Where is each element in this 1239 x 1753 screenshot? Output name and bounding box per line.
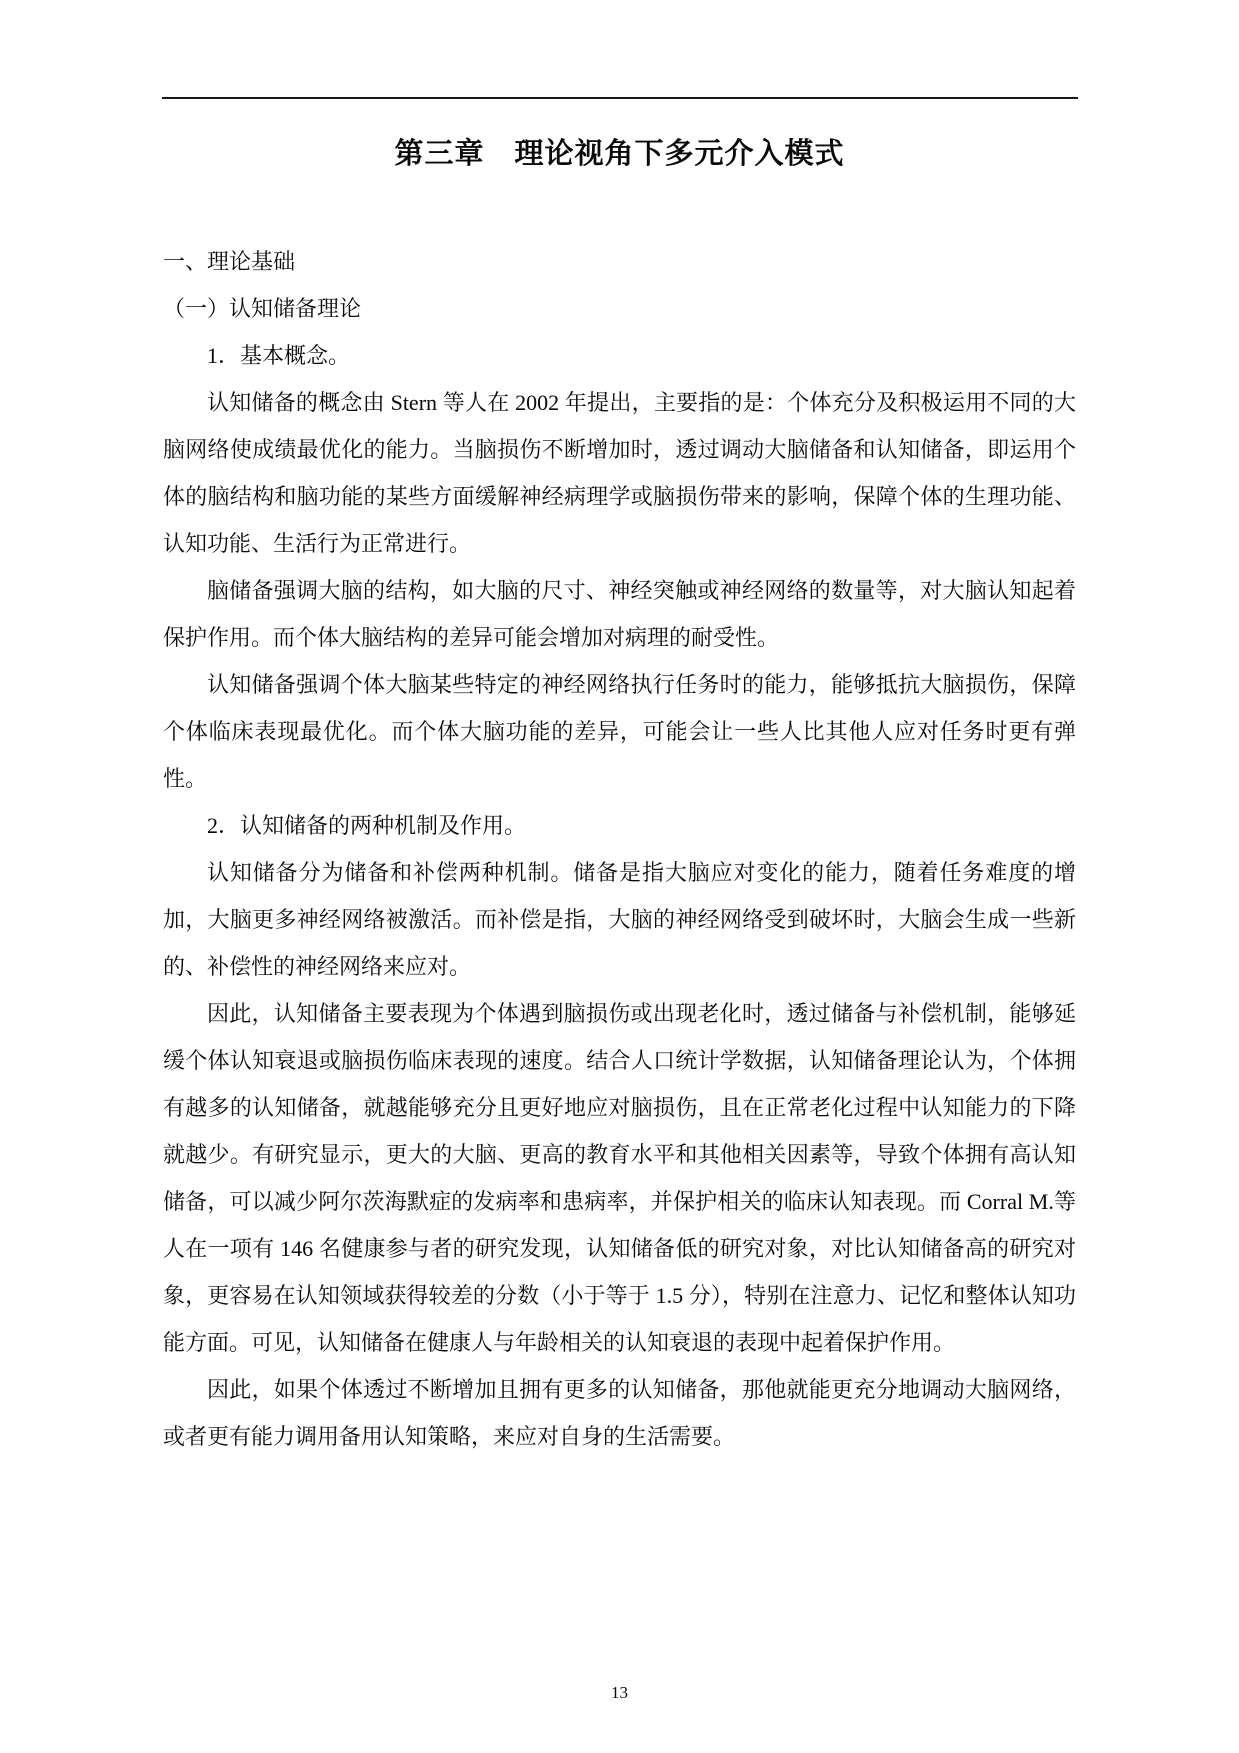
chapter-title: 第三章 理论视角下多元介入模式 [394, 138, 845, 170]
document-body [163, 98, 1076, 1460]
body-paragraph: 因此，如果个体透过不断增加且拥有更多的认知储备，那他就能更充分地调动大脑网络，或者更有能力调用备用认知策略，来应对自身的生活需要。 [163, 1377, 1076, 1449]
body-paragraph: 因此，认知储备主要表现为个体遇到脑损伤或出现老化时，透过储备与补偿机制，能够延缓个体认知衰退或脑损伤临床表现的速度。结合人口统计学数据，认知储备理论认为，个体拥有越多的认知储备，就越能够充分且更好地应对脑损伤，且在正常老化过程中认知能力的下降就越少。有研究显示，更大的大脑、更高的教育水平和其他相关因素等，导致个体拥有高认知储备，可以减少阿尔茨海默症的发病率和患病率，并保护相关的临床认知表现。而 Corral M.等人在一项有 146 名健康参与者的研究发现，认知储备低的研究对象，对比认知储备高的研究对象，更容易在认知领域获得较差的分数（小于等于 1.5 分），特别在注意力、记忆和整体认知功能方面。可见，认知储备在健康人与年龄相关的认知衰退的表现中起着保护作用。 [163, 1001, 1076, 1355]
page-number: 13 [611, 1683, 628, 1702]
subsection-heading: （一）认知储备理论 [163, 296, 362, 321]
body-paragraph: 脑储备强调大脑的结构，如大脑的尺寸、神经突触或神经网络的数量等，对大脑认知起着保护作用。而个体大脑结构的差异可能会增加对病理的耐受性。 [163, 578, 1076, 650]
numbered-item-1: 1．基本概念。 [207, 343, 351, 368]
body-paragraph: 认知储备分为储备和补偿两种机制。储备是指大脑应对变化的能力，随着任务难度的增加，大脑更多神经网络被激活。而补偿是指，大脑的神经网络受到破坏时，大脑会生成一些新的、补偿性的神经网络来应对。 [163, 860, 1076, 979]
body-paragraph: 认知储备的概念由 Stern 等人在 2002 年提出，主要指的是：个体充分及积极运用不同的大脑网络使成绩最优化的能力。当脑损伤不断增加时，透过调动大脑储备和认知储备，即运用个体的脑结构和脑功能的某些方面缓解神经病理学或脑损伤带来的影响，保障个体的生理功能、认知功能、生活行为正常进行。 [163, 390, 1076, 556]
numbered-item-2: 2．认知储备的两种机制及作用。 [207, 813, 527, 838]
section-heading: 一、理论基础 [163, 249, 296, 274]
body-paragraph: 认知储备强调个体大脑某些特定的神经网络执行任务时的能力，能够抵抗大脑损伤，保障个体临床表现最优化。而个体大脑功能的差异，可能会让一些人比其他人应对任务时更有弹性。 [163, 672, 1076, 791]
